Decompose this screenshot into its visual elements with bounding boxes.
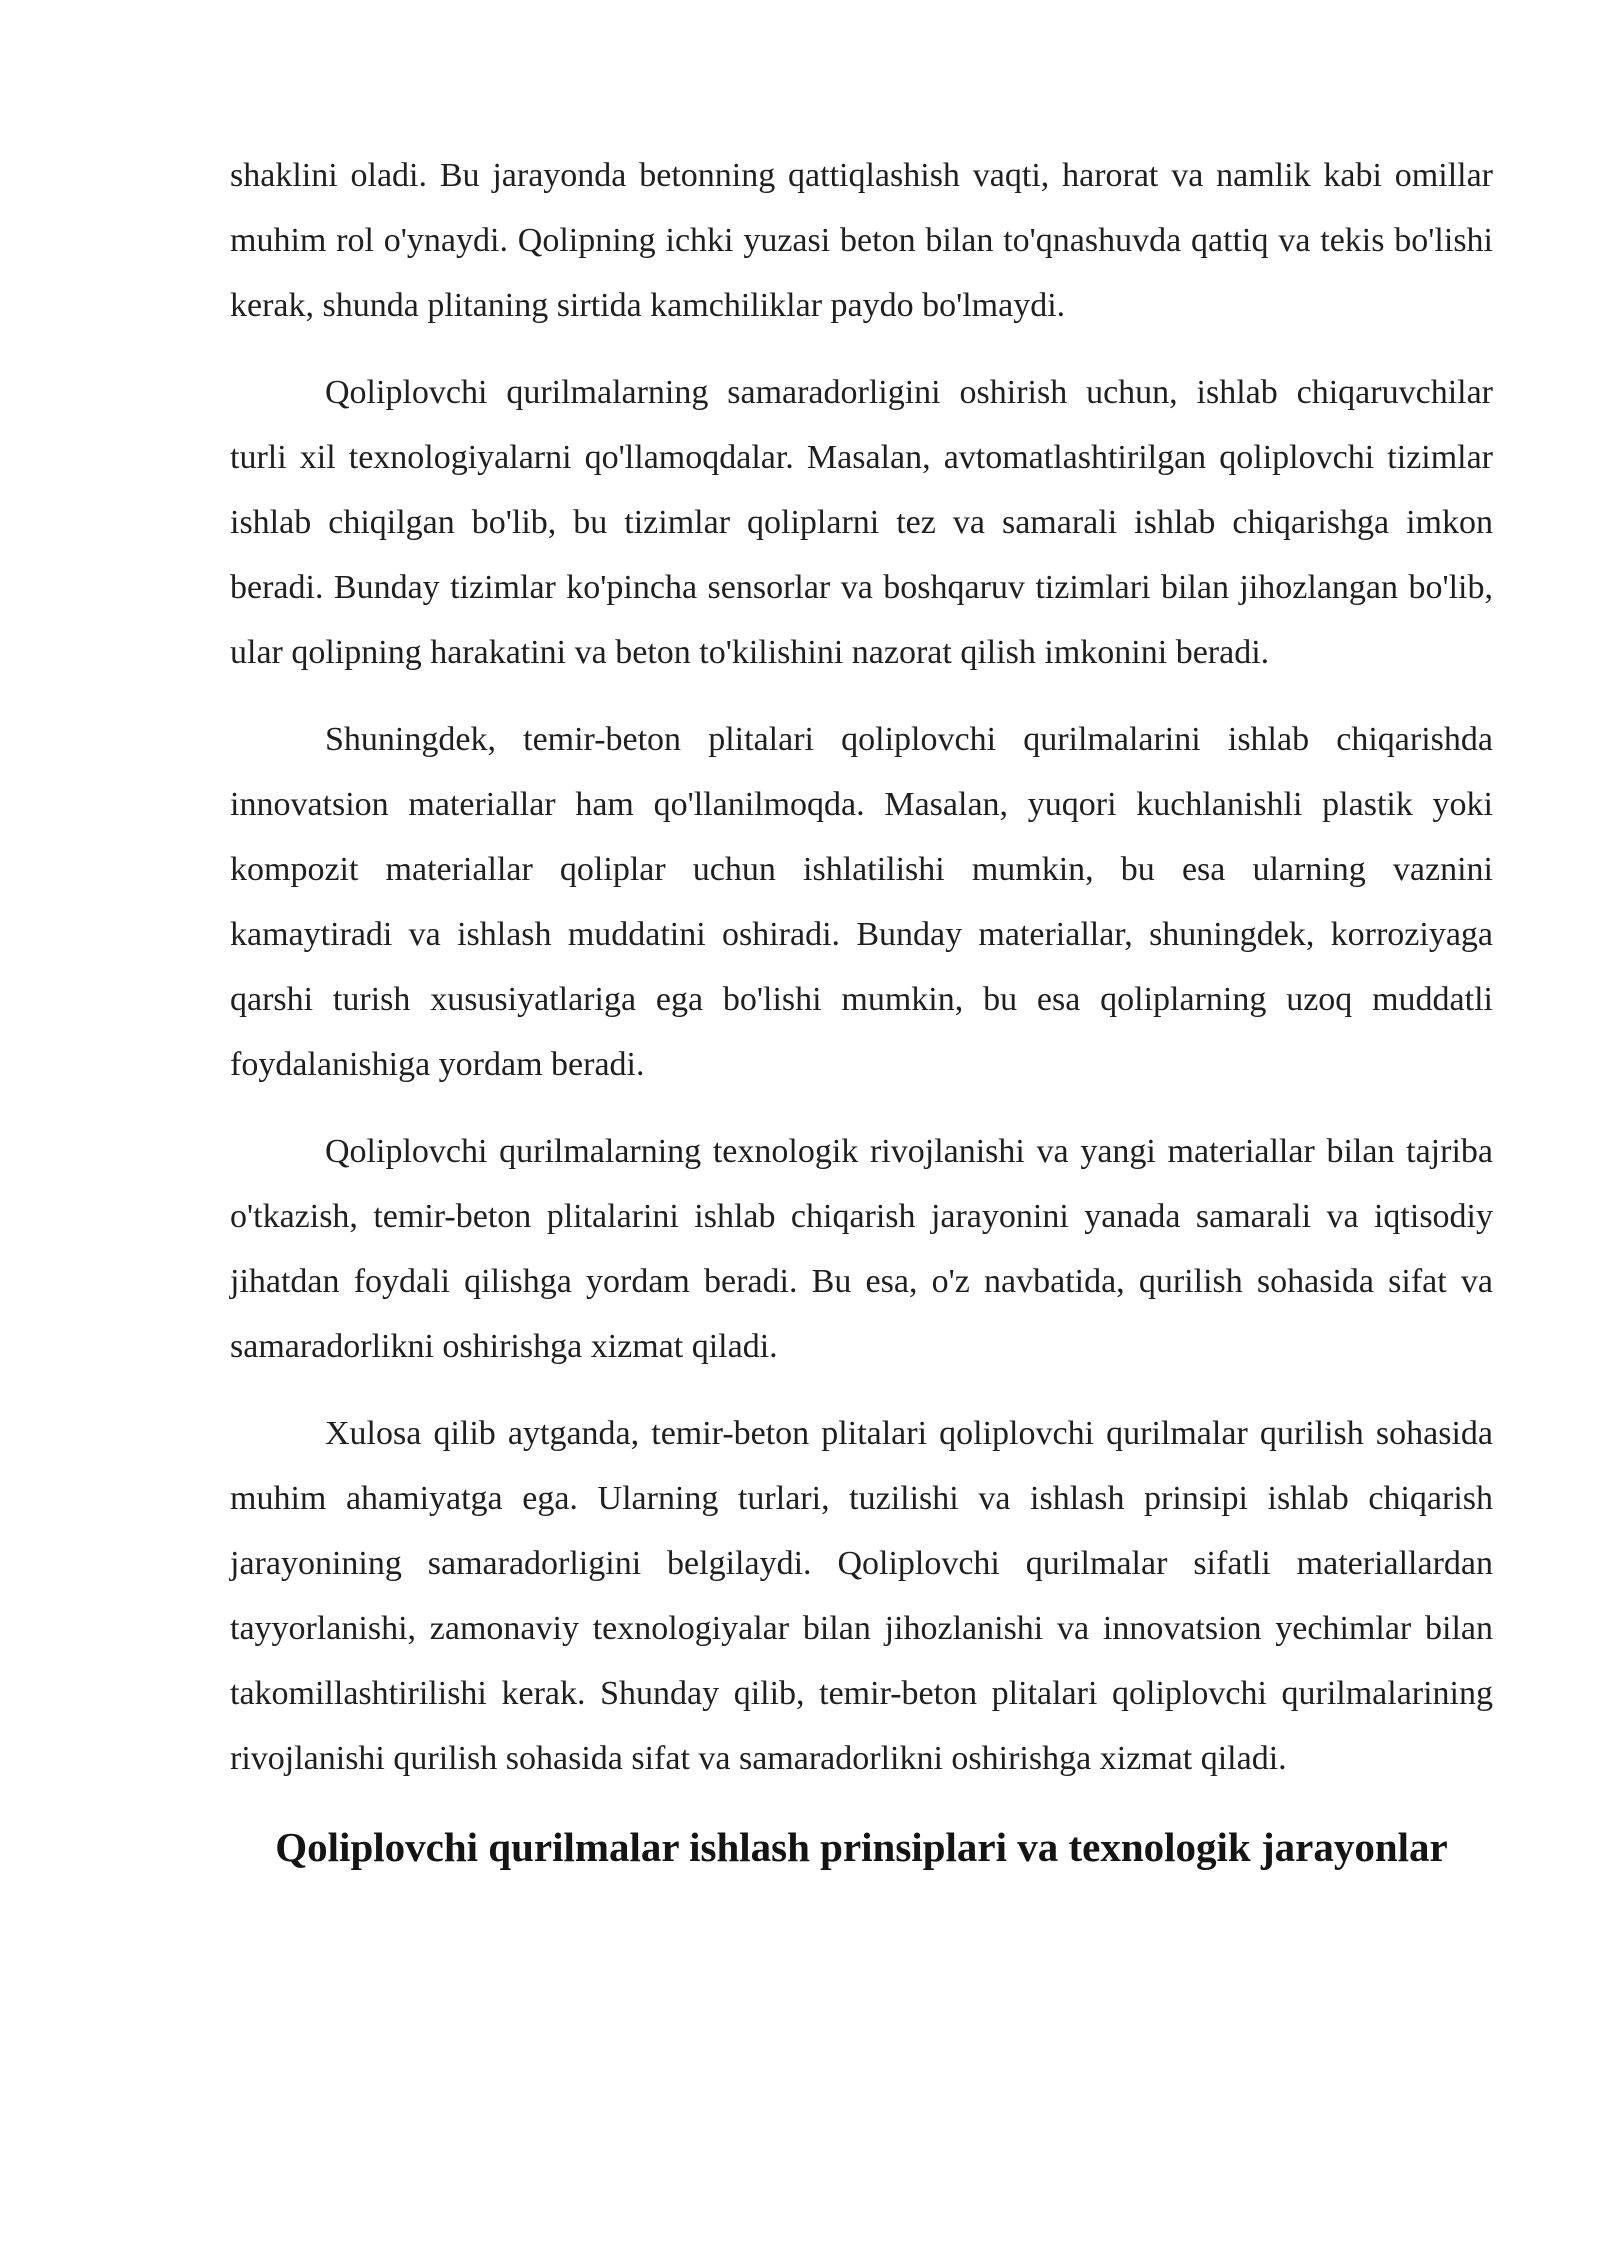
paragraph-continued: shaklini oladi. Bu jarayonda betonning qattiqlashish vaqti, harorat va namlik kabi omillar muhim rol o'ynaydi. Qolipning ichki yuzasi beton bilan to'qnashuvda qattiq va tekis bo'lishi kerak, shunda plitaning sirtida kamchiliklar paydo bo'lmaydi. <box>230 157 1493 324</box>
section-heading: Qoliplovchi qurilmalar ishlash prinsiplari va texnologik jarayonlar <box>275 1824 1448 1870</box>
paragraph-innovative-materials: Shuningdek, temir-beton plitalari qoliplovchi qurilmalarini ishlab chiqarishda innovatsion materiallar ham qo'llanilmoqda. Masalan, yuqori kuchlanishli plastik yoki kompozit materiallar qoliplar uchun ishlatilishi mumkin, bu esa ularning vaznini kamaytiradi va ishlash muddatini oshiradi. Bunday materiallar, shuningdek, korroziyaga qarshi turish xususiyatlariga ega bo'lishi mumkin, bu esa qoliplarning uzoq muddatli foydalanishiga yordam beradi. <box>230 721 1493 1083</box>
paragraph-conclusion: Xulosa qilib aytganda, temir-beton plitalari qoliplovchi qurilmalar qurilish sohasida muhim ahamiyatga ega. Ularning turlari, tuzilishi va ishlash prinsipi ishlab chiqarish jarayonining samaradorligini belgilaydi. Qoliplovchi qurilmalar sifatli materiallardan tayyorlanishi, zamonaviy texnologiyalar bilan jihozlanishi va innovatsion yechimlar bilan takomillashtirilishi kerak. Shunday qilib, temir-beton plitalari qoliplovchi qurilmalarining rivojlanishi qurilish sohasida sifat va samaradorlikni oshirishga xizmat qiladi. <box>230 1415 1493 1777</box>
paragraph-technological-development: Qoliplovchi qurilmalarning texnologik rivojlanishi va yangi materiallar bilan tajriba o'tkazish, temir-beton plitalarini ishlab chiqarish jarayonini yanada samarali va iqtisodiy jihatdan foydali qilishga yordam beradi. Bu esa, o'z navbatida, qurilish sohasida sifat va samaradorlikni oshirishga xizmat qiladi. <box>230 1133 1493 1365</box>
paragraph-moulding-efficiency: Qoliplovchi qurilmalarning samaradorligini oshirish uchun, ishlab chiqaruvchilar turli xil texnologiyalarni qo'llamoqdalar. Masalan, avtomatlashtirilgan qoliplovchi tizimlar ishlab chiqilgan bo'lib, bu tizimlar qoliplarni tez va samarali ishlab chiqarishga imkon beradi. Bunday tizimlar ko'pincha sensorlar va boshqaruv tizimlari bilan jihozlangan bo'lib, ular qolipning harakatini va beton to'kilishini nazorat qilish imkonini beradi. <box>230 374 1493 671</box>
document-body <box>230 143 1493 1877</box>
